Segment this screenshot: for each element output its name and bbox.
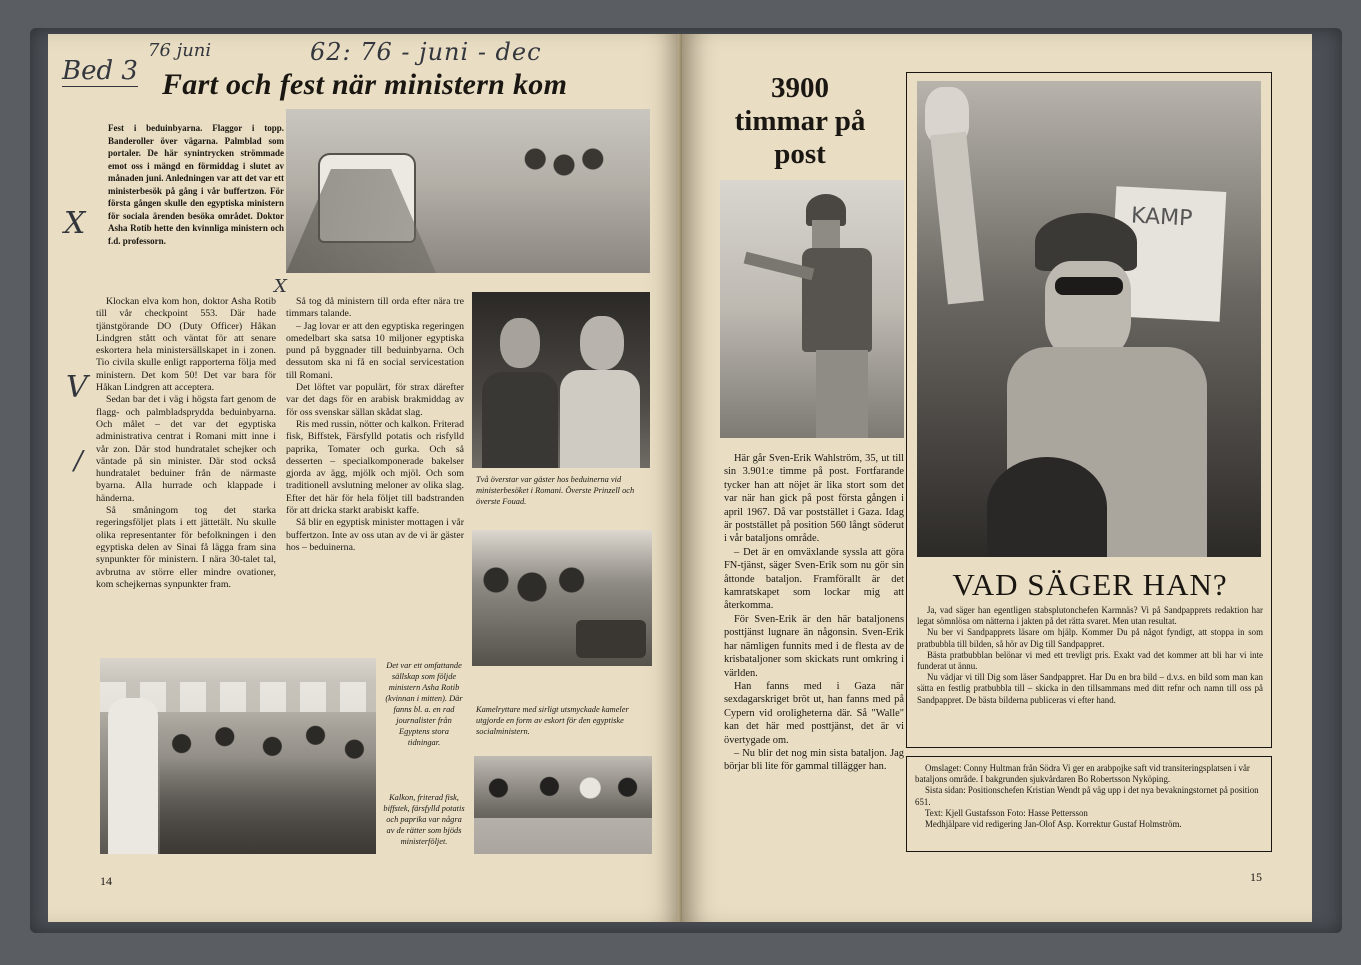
paragraph: – Jag lovar er att den egyptiska regeringen omedelbart ska satsa 10 miljoner egyptiska pund på byggnader till beduinbyarna. Och dessutom ska ni få en social servicestation till Romani. [286, 320, 464, 381]
paragraph: För Sven-Erik är den här bataljonens posttjänst lugnare än någonsin. Sven-Erik har nämligen funnits med i de flesta av de krisbataljoner som skickats runt omkring i världen. [724, 613, 904, 679]
vad-sager-han-box [906, 72, 1272, 748]
photo-car-camels [286, 109, 650, 273]
paragraph: Här går Sven-Erik Wahlström, 35, ut till sin 3.901:e timme på post. Fortfarande tycker han att nöjet är lika stort som det var när han gick på post första gången i april 1967. Då var poststället i Gaza. Idag är poststället på position 560 långt söderut i vår bataljons område. [724, 453, 904, 545]
left-page [48, 34, 682, 922]
handwritten-date: 76 juni [148, 40, 212, 61]
paragraph: Omslaget: Conny Hultman från Södra Vi ger en arabpojke saft vid transiteringsplatsen i vår bataljons område. I bakgrunden sjukvårdaren Bo Robertsson Nyköping. [915, 763, 1250, 785]
sign-text: KAMP [1130, 203, 1193, 232]
paragraph: Bästa pratbubblan belönar vi med ett trevligt pris. Exakt vad det kommer att bli har vi inte funderat ut ännu. [917, 649, 1263, 672]
photo-soldier [720, 180, 904, 438]
article-column-2 [286, 296, 464, 554]
paragraph: – Det är en omväxlande syssla att göra FN-tjänst, säger Sven-Erik som nu gör sin åttonde bataljon. Framförallt är det kamratskapet som lockar mig att återkomma. [724, 546, 904, 612]
article-lead: Fest i beduinbyarna. Flaggor i topp. Banderoller över vägarna. Palmblad som portaler. De här synintrycken strömmade emot oss i mängd en förmiddag i slutet av månaden juni. Anledningen var att det var ett ministerbesök på gång i vår buffertzon. För första gången skulle den egyptiska ministern för sociala ärenden besöka området. Doktor Asha Rotib hette den kvinnliga ministern och f.d. professorn. [108, 123, 284, 246]
paragraph: Nu vädjar vi till Dig som läser Sandpappret. Har Du en bra bild – d.v.s. en bild som man kan sätta en festlig pratbubbla till – skicka in den tillsammans med ditt refnr och namn till oss på Sandpappret. De bästa bilderna publiceras vi efter hand. [917, 672, 1263, 705]
photo-officers [472, 292, 650, 468]
paragraph: Så tog då ministern till orda efter nära tre timmars talande. [286, 296, 464, 320]
caption-dinner: Kalkon, friterad fisk, biffstek, färsfylld potatis och paprika var några av de rätter som bjöds ministerföljet. [383, 793, 465, 846]
caption-crowd: Det var ett omfattande sällskap som följde ministern Asha Rotib (kvinnan i mitten). Där fanns bl. a. en rad journalister från Egyptens stora tidningar. [385, 661, 463, 747]
caption-officers: Två överstar var gäster hos beduinerna vid ministerbesöket i Romani. Överste Prinzell och överste Fouad. [476, 475, 635, 506]
article-title-right: 3900 timmar på post [734, 72, 866, 170]
photo-crowd [100, 658, 376, 854]
paragraph: Han fanns med i Gaza när sexdagarskriget bröt ut, han fanns med på Cypern vid oroligheterna där. Så "Walle" kan det här med posttjänst, det är vi övertygade om. [724, 680, 904, 746]
margin-mark-4: X [274, 276, 287, 297]
paragraph: Text: Kjell Gustafsson Foto: Hasse Pettersson [925, 807, 1088, 818]
paragraph: – Nu blir det nog min sista bataljon. Jag börjar bli lite för gammal tillägger han. [724, 747, 904, 773]
paragraph: Så småningom tog det starka regeringsfölјet plats i ett jättetält. Nu skulle olika representanter för befolkningen i den egyptiska delen av Sinai få lägga fram sina synpunkter för ministern. I nära 30-talet tal, avbrutna av större eller mindre ovationer, kom schejkernas synpunkter fram. [96, 505, 276, 590]
article-column-1 [96, 296, 276, 591]
vad-heading: VAD SÄGER HAN? [952, 567, 1228, 602]
paragraph: Ris med russin, nötter och kalkon. Friterad fisk, Biffstek, Färsfylld potatis och risfylld paprika, Tomater och gurka. Och så desserten – specialkomponerade bakelser gjorda av ägg, mjölk och mjöl. Och som traditionell avslutning meloner av olika slag. Efter det här för hela följet till badstranden för att dricka starkt arabiskt kaffe. [286, 418, 464, 517]
paragraph: Det löftet var populärt, för strax därefter var det dags för en arabisk brakmiddag av för oss svenskar sällan skådat slag. [286, 382, 464, 418]
vad-body [917, 605, 1263, 706]
paragraph: Så blir en egyptisk minister mottagen i vår buffertzon. Inte av oss utan av de vi är gäster hos – beduinerna. [286, 517, 464, 553]
paragraph: Nu ber vi Sandpapprets läsare om hjälp. Kommer Du på något fyndigt, att stoppa in som pratbubbla till bilden, så hör av Dig till Sandpappret. [917, 627, 1263, 649]
caption-camels: Kamelryttare med sirligt utsmyckade kameler utgjorde en form av eskort för den egyptiske socialministern. [476, 705, 629, 736]
handwritten-archive: 62: 76 - juni - dec [310, 38, 542, 66]
paragraph: Sedan bar det i väg i högsta fart genom de flagg- och palmbladsprydda beduinbyarna. Och målet – det var det egyptiska administrativa centrat i Romani mitt inne i vår zon. Där stod hundratalet schejker och väntade på sin minister. Där stod också hundratalet beduiner från de närmaste byarna. Alla hurrade och klappade i händerna. [96, 394, 276, 504]
margin-mark-2: V [66, 370, 88, 405]
article-title: Fart och fest när ministern kom [162, 68, 568, 101]
margin-mark-1: X [64, 206, 86, 241]
margin-mark-3: / [74, 446, 83, 476]
right-page [682, 34, 1312, 922]
page-number-right: 15 [1250, 870, 1262, 884]
story-column [724, 452, 904, 774]
credits-box [906, 756, 1272, 852]
photo-dinner [474, 756, 652, 854]
paragraph: Sista sidan: Positionschefen Kristian Wendt på väg upp i det nya bevakningstornet på position 651. [915, 785, 1259, 807]
paragraph: Klockan elva kom hon, doktor Asha Rotib till vår checkpoint 553. Där hade tjänstgörande DO (Duty Officer) Håkan Lindgren stått och väntat för att senare eskortera hela ministersällskapet in i zonen. Tio civila skulle enligt rapporterna följa med ministern. Det kom 50! Det var bara för Håkan Lindgren att acceptera. [96, 296, 276, 394]
paragraph: Medhjälpare vid redigering Jan-Olof Asp. Korrektur Gustaf Holmström. [925, 819, 1182, 830]
paragraph: Ja, vad säger han egentligen stabsplutonchefen Karmnäs? Vi på Sandpapprets redaktion har legat sömnlösa om nätterna i jakten på det rätta svaret. Men utan resultat. [917, 605, 1263, 627]
handwritten-ref: Bed 3 [62, 56, 138, 86]
photo-cheering-officer [917, 81, 1261, 557]
page-number-left: 14 [100, 874, 112, 888]
photo-camel-riders [472, 530, 652, 666]
